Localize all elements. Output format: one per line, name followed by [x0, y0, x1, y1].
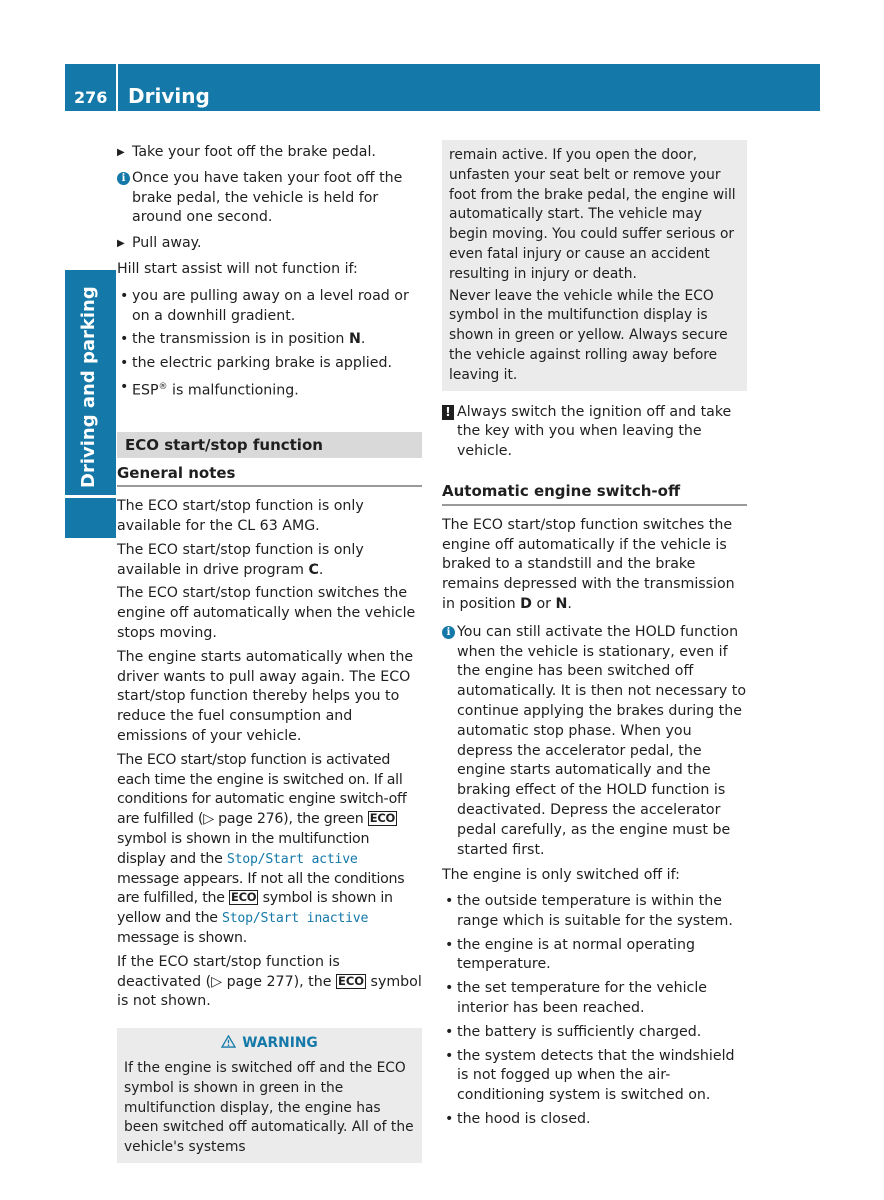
paragraph: The engine starts automatically when the driver wants to pull away again. The ECO start/stop function thereby helps you to reduce the fuel consumption and emissions of your vehicle. — [117, 648, 414, 745]
instruction-step: ▶ Pull away. — [117, 234, 422, 254]
instruction-step: ▶ Take your foot off the brake pedal. — [117, 143, 422, 163]
sub-heading: General notes — [117, 464, 422, 488]
paragraph: The ECO start/stop function is activated each time the engine is switched on. If all conditions for automatic engine switch-off are fulfilled (▷ page 276), the green ECO symbol is shown in the multifunction display and the Stop/Start active message appears. If not all the conditions are fulfilled, the ECO symbol is shown in yellow and the Stop/Start inactive message is shown. — [117, 751, 407, 947]
warning-box — [117, 1028, 422, 1163]
list-item: • the outside temperature is within the range which is suitable for the system. — [445, 893, 733, 929]
display-message: Stop/Start inactive — [222, 911, 369, 927]
header-divider — [116, 64, 118, 111]
list-item: • you are pulling away on a level road or on a downhill gradient. — [120, 287, 409, 324]
list-item: • the system detects that the windshield is not fogged up when the air-conditioning system is switched on. — [445, 1047, 735, 1104]
side-tab-separator — [65, 495, 116, 498]
triangle-right-icon: ▶ — [117, 238, 125, 250]
paragraph: The ECO start/stop function is only available in drive program C. — [117, 541, 364, 578]
warning-triangle-icon — [221, 1035, 236, 1048]
page-number: 276 — [74, 88, 108, 107]
list-item: • the transmission is in position N. — [120, 331, 366, 348]
eco-symbol: ECO — [231, 890, 257, 905]
warning-text: If the engine is switched off and the ECO symbol is shown in green in the multifunction display, the engine has been switched off automatically. All of the vehicle's systems — [124, 1060, 414, 1156]
sub-heading: Automatic engine switch-off — [442, 482, 747, 506]
info-icon: i — [117, 172, 130, 185]
eco-symbol: ECO — [369, 811, 396, 826]
warning-text: Never leave the vehicle while the ECO symbol in the multifunction display is shown in green or yellow. Always secure the vehicle against rolling away before leaving it. — [449, 287, 728, 383]
list-item: • the electric parking brake is applied. — [120, 355, 392, 372]
exclamation-icon: ! — [442, 405, 454, 420]
warning-box-continued — [442, 140, 747, 391]
list-item: • the battery is sufficiently charged. — [445, 1023, 702, 1040]
paragraph: The engine is only switched off if: — [442, 867, 680, 884]
section-heading: ECO start/stop function — [117, 432, 422, 458]
paragraph: The ECO start/stop function switches the engine off automatically if the vehicle is braked to a standstill and the brake remains depressed with the transmission in position D or N. — [442, 516, 735, 612]
paragraph: The ECO start/stop function is only available for the CL 63 AMG. — [117, 498, 364, 535]
list-item: • the engine is at normal operating temperature. — [445, 936, 695, 973]
warning-text: remain active. If you open the door, unfasten your seat belt or remove your foot from the brake pedal, the engine will automatically start. The vehicle may begin moving. You could suffer serious or even fatal injury or cause an accident resulting in injury or death. — [449, 147, 736, 282]
hill-intro: Hill start assist will not function if: — [117, 260, 358, 277]
list-item: • the hood is closed. — [445, 1111, 591, 1128]
info-note: i You can still activate the HOLD function when the vehicle is stationary, even if the engine has been switched off automatically. It is then not necessary to continue applying the brakes during the automatic stop phase. When you depress the accelerator pedal, the engine starts automatically and the braking effect of the HOLD function is deactivated. Depress the accelerator pedal carefully, as the engine must be started first. — [442, 623, 747, 861]
warning-title: WARNING — [124, 1034, 415, 1054]
info-icon: i — [442, 626, 455, 639]
left-column — [117, 143, 422, 1163]
eco-symbol: ECO — [337, 973, 365, 988]
side-tab-label: Driving and parking — [78, 286, 99, 488]
page-title: Driving — [128, 84, 210, 108]
paragraph: If the ECO start/stop function is deactivated (▷ page 277), the ECO symbol is not shown. — [117, 953, 422, 1010]
list-item: • ESP® is malfunctioning. — [120, 378, 299, 399]
paragraph: The ECO start/stop function switches the engine off automatically when the vehicle stops moving. — [117, 585, 416, 642]
display-message: Stop/Start active — [226, 851, 358, 867]
right-column — [442, 140, 747, 1134]
info-note: i Once you have taken your foot off the brake pedal, the vehicle is held for around one second. — [117, 169, 422, 228]
caution-note: ! Always switch the ignition off and take the key with you when leaving the vehicle. — [442, 403, 747, 462]
list-item: • the set temperature for the vehicle interior has been reached. — [445, 980, 708, 1017]
triangle-right-icon: ▶ — [117, 147, 125, 158]
